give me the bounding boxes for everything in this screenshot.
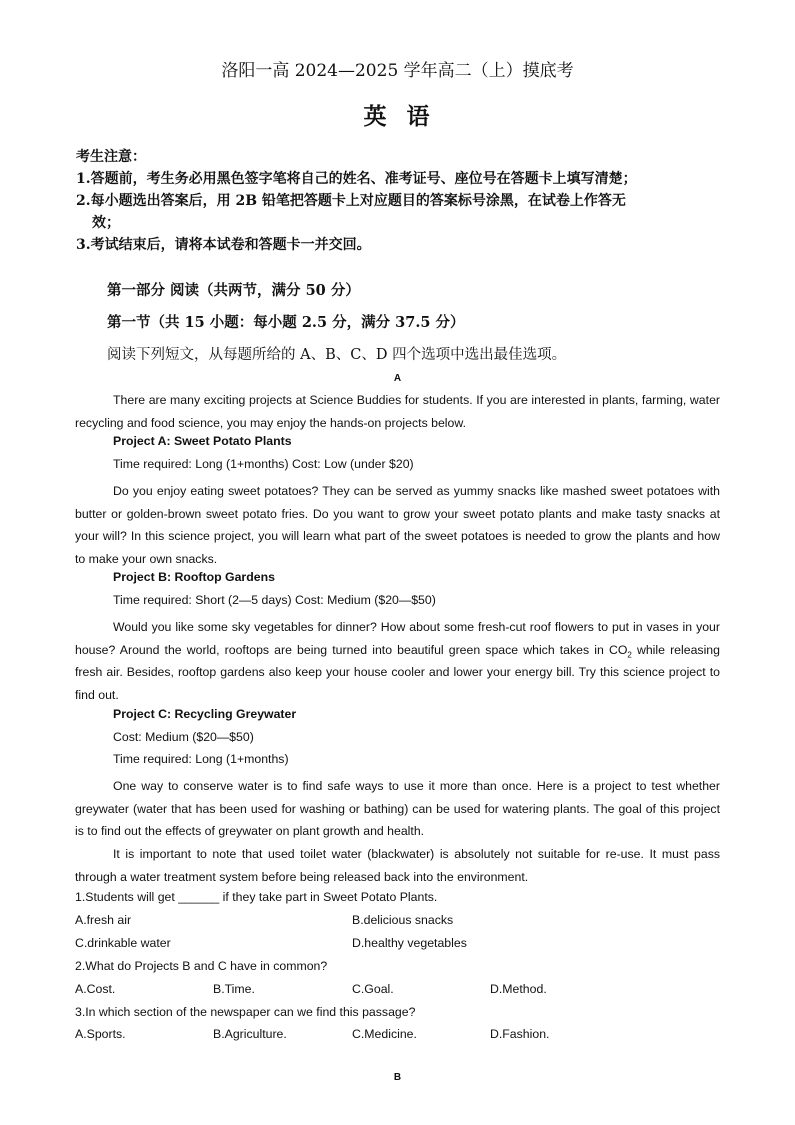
question-2-option-c: C.Goal.	[352, 982, 394, 996]
question-1-stem: 1.Students will get ______ if they take part in Sweet Potato Plants.	[75, 890, 438, 904]
question-1-option-b: B.delicious snacks	[352, 913, 454, 927]
project-a-body: Do you enjoy eating sweet potatoes? They can be served as yummy snacks like mashed sweet potatoes with butter or golden-brown sweet potato fries. Do you want to grow your sweet potato plants and make tasty snacks at your will? In this science project, you will learn what part of the sweet potatoes is needed to grow the plants and how to make your own snacks.	[75, 484, 720, 567]
question-2-option-d: D.Method.	[490, 982, 547, 996]
notice-item-1: 1.答题前，考生务必用黑色签字笔将自己的姓名、准考证号、座位号在答题卡上填写清楚；	[76, 171, 637, 187]
project-a-meta: Time required: Long (1+months) Cost: Low (under $20)	[113, 457, 414, 471]
question-1-option-d: D.healthy vegetables	[352, 936, 467, 950]
notice-item-2: 2.每小题选出答案后，用 2B 铅笔把答题卡上对应题目的答案标号涂黑，在试卷上作答无	[76, 193, 626, 209]
notice-heading: 考生注意：	[76, 149, 146, 165]
question-1-option-a: A.fresh air	[75, 913, 132, 927]
project-c-body-1: One way to conserve water is to find safe ways to use it more than once. Here is a project to test whether greywater (water that has been used for washing or bathing) can be used for watering plants. The goal of this project is to find out the effects of greywater on plant growth and health.	[75, 779, 720, 839]
exam-title: 洛阳一高 2024—2025 学年高二（上）摸底考	[221, 61, 574, 81]
passage-intro: There are many exciting projects at Science Buddies for students. If you are interested in plants, farming, water recycling and food science, you may enjoy the hands-on projects below.	[75, 393, 720, 430]
question-3-option-a: A.Sports.	[75, 1027, 126, 1041]
notice-item-3: 3.考试结束后，请将本试卷和答题卡一并交回。	[76, 237, 371, 253]
project-c-body-2: It is important to note that used toilet water (blackwater) is absolutely not suitable for re-use. It must pass through a water treatment system before being released back into the environment.	[75, 847, 720, 884]
project-c-time: Time required: Long (1+months)	[113, 752, 289, 766]
project-a-title: Project A: Sweet Potato Plants	[113, 434, 292, 448]
question-3-option-d: D.Fashion.	[490, 1027, 550, 1041]
project-b-meta: Time required: Short (2—5 days) Cost: Medium ($20—$50)	[113, 593, 436, 607]
next-passage-letter: B	[393, 1072, 402, 1083]
question-3-stem: 3.In which section of the newspaper can we find this passage?	[75, 1005, 416, 1019]
question-2-option-a: A.Cost.	[75, 982, 116, 996]
section-title: 第一节（共 15 小题：每小题 2.5 分，满分 37.5 分）	[107, 314, 465, 331]
subject-char-1: 英	[363, 103, 389, 130]
subject-char-2: 语	[406, 103, 432, 130]
subject-title	[0, 98, 795, 131]
project-c-title: Project C: Recycling Greywater	[113, 707, 297, 721]
instruction: 阅读下列短文，从每题所给的 A、B、C、D 四个选项中选出最佳选项。	[107, 347, 567, 363]
project-b-title: Project B: Rooftop Gardens	[113, 570, 275, 584]
project-b-body-text: Would you like some sky vegetables for dinner? How about some fresh-cut roof flowers to put in vases in your house? Around the world, rooftops are being turned into beautiful green space which takes in CO	[75, 620, 720, 657]
notice-item-2-cont: 效；	[92, 215, 120, 231]
co2-subscript: 2	[627, 650, 632, 660]
passage-letter: A	[393, 373, 402, 384]
project-b-body-text-2: while releasing fresh air. Besides, rooftop gardens also keep your house cooler and lower your energy bill. Try this science project to find out.	[75, 642, 720, 703]
question-3-option-b: B.Agriculture.	[213, 1027, 287, 1041]
question-2-stem: 2.What do Projects B and C have in common?	[75, 959, 328, 973]
project-b-body	[75, 616, 720, 707]
question-2-option-b: B.Time.	[213, 982, 255, 996]
part-title: 第一部分 阅读（共两节，满分 50 分）	[107, 282, 360, 299]
project-c-cost: Cost: Medium ($20—$50)	[113, 730, 254, 744]
question-3-option-c: C.Medicine.	[352, 1027, 417, 1041]
question-1-option-c: C.drinkable water	[75, 936, 171, 950]
